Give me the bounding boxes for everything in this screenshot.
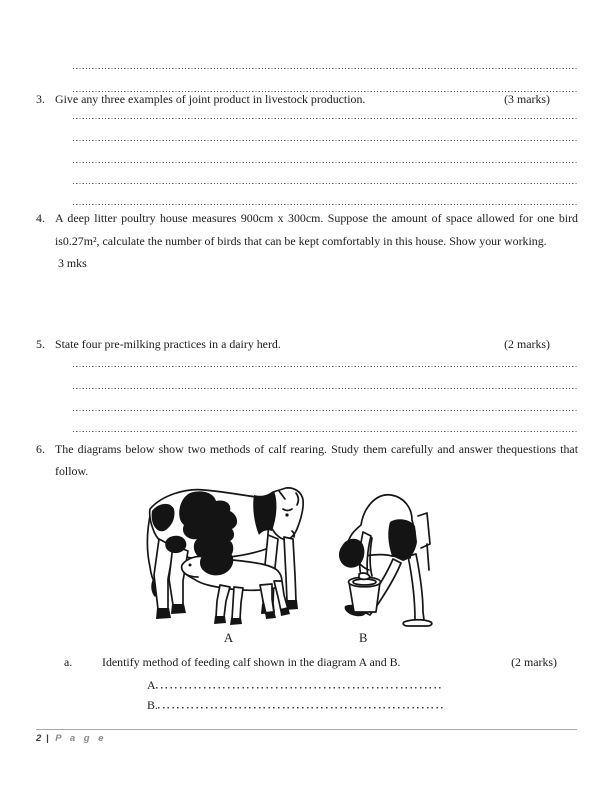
dot-leader [158,697,444,709]
question-4-text-line1: A deep litter poultry house measures 900cm x 300cm. Suppose the amount of space allowed for one bird [55,211,578,225]
footer-divider [36,729,577,730]
answer-line [73,409,577,411]
question-3-text: Give any three examples of joint product in livestock production. [55,92,366,106]
sub-question-a-letter: a. [64,655,73,669]
question-6-text-line1: The diagrams below show two methods of calf rearing. Study them carefully and answer thequestions that [55,442,578,456]
question-4-text-line2: is0.27m², calculate the number of birds that can be kept comfortably in this house. Show your working. [55,234,547,248]
answer-line [73,387,577,389]
diagram-label-a: A [224,631,234,645]
answer-line [73,67,577,69]
answer-line [73,161,577,163]
answer-line [73,430,577,432]
answer-b-label: B. [147,698,158,712]
diagram-b-person-bucket-illustration [330,486,437,628]
question-6-text-line2: follow. [55,464,89,478]
answer-a-label: A [147,678,156,692]
question-6-number: 6. [36,442,45,456]
cow-with-calf-drawing [146,487,306,625]
diagram-a-cow-calf-illustration [146,487,306,625]
diagram-label-b: B [359,631,368,645]
question-3-number: 3. [36,92,45,106]
answer-line [73,139,577,141]
footer-separator: | [45,733,50,744]
question-5-marks: (2 marks) [504,337,550,351]
footer-page-number: 2 [36,733,43,744]
question-4-number: 4. [36,211,45,225]
question-5-text: State four pre-milking practices in a dairy herd. [55,337,281,351]
person-bending-over-bucket-drawing [330,486,437,628]
answer-line [73,182,577,184]
answer-line [73,365,577,367]
sub-question-a-text: Identify method of feeding calf shown in the diagram A and B. [102,655,401,669]
sub-question-a-marks: (2 marks) [511,655,557,669]
answer-line [73,203,577,205]
footer-page-label: P a g e [55,733,107,744]
question-3-marks: (3 marks) [504,92,550,106]
question-5-number: 5. [36,337,45,351]
dot-leader [156,677,442,689]
answer-line [73,117,577,119]
answer-line-a [147,677,442,693]
question-4-marks: 3 mks [58,256,87,270]
page-footer [36,733,107,744]
answer-line-b [147,697,444,713]
